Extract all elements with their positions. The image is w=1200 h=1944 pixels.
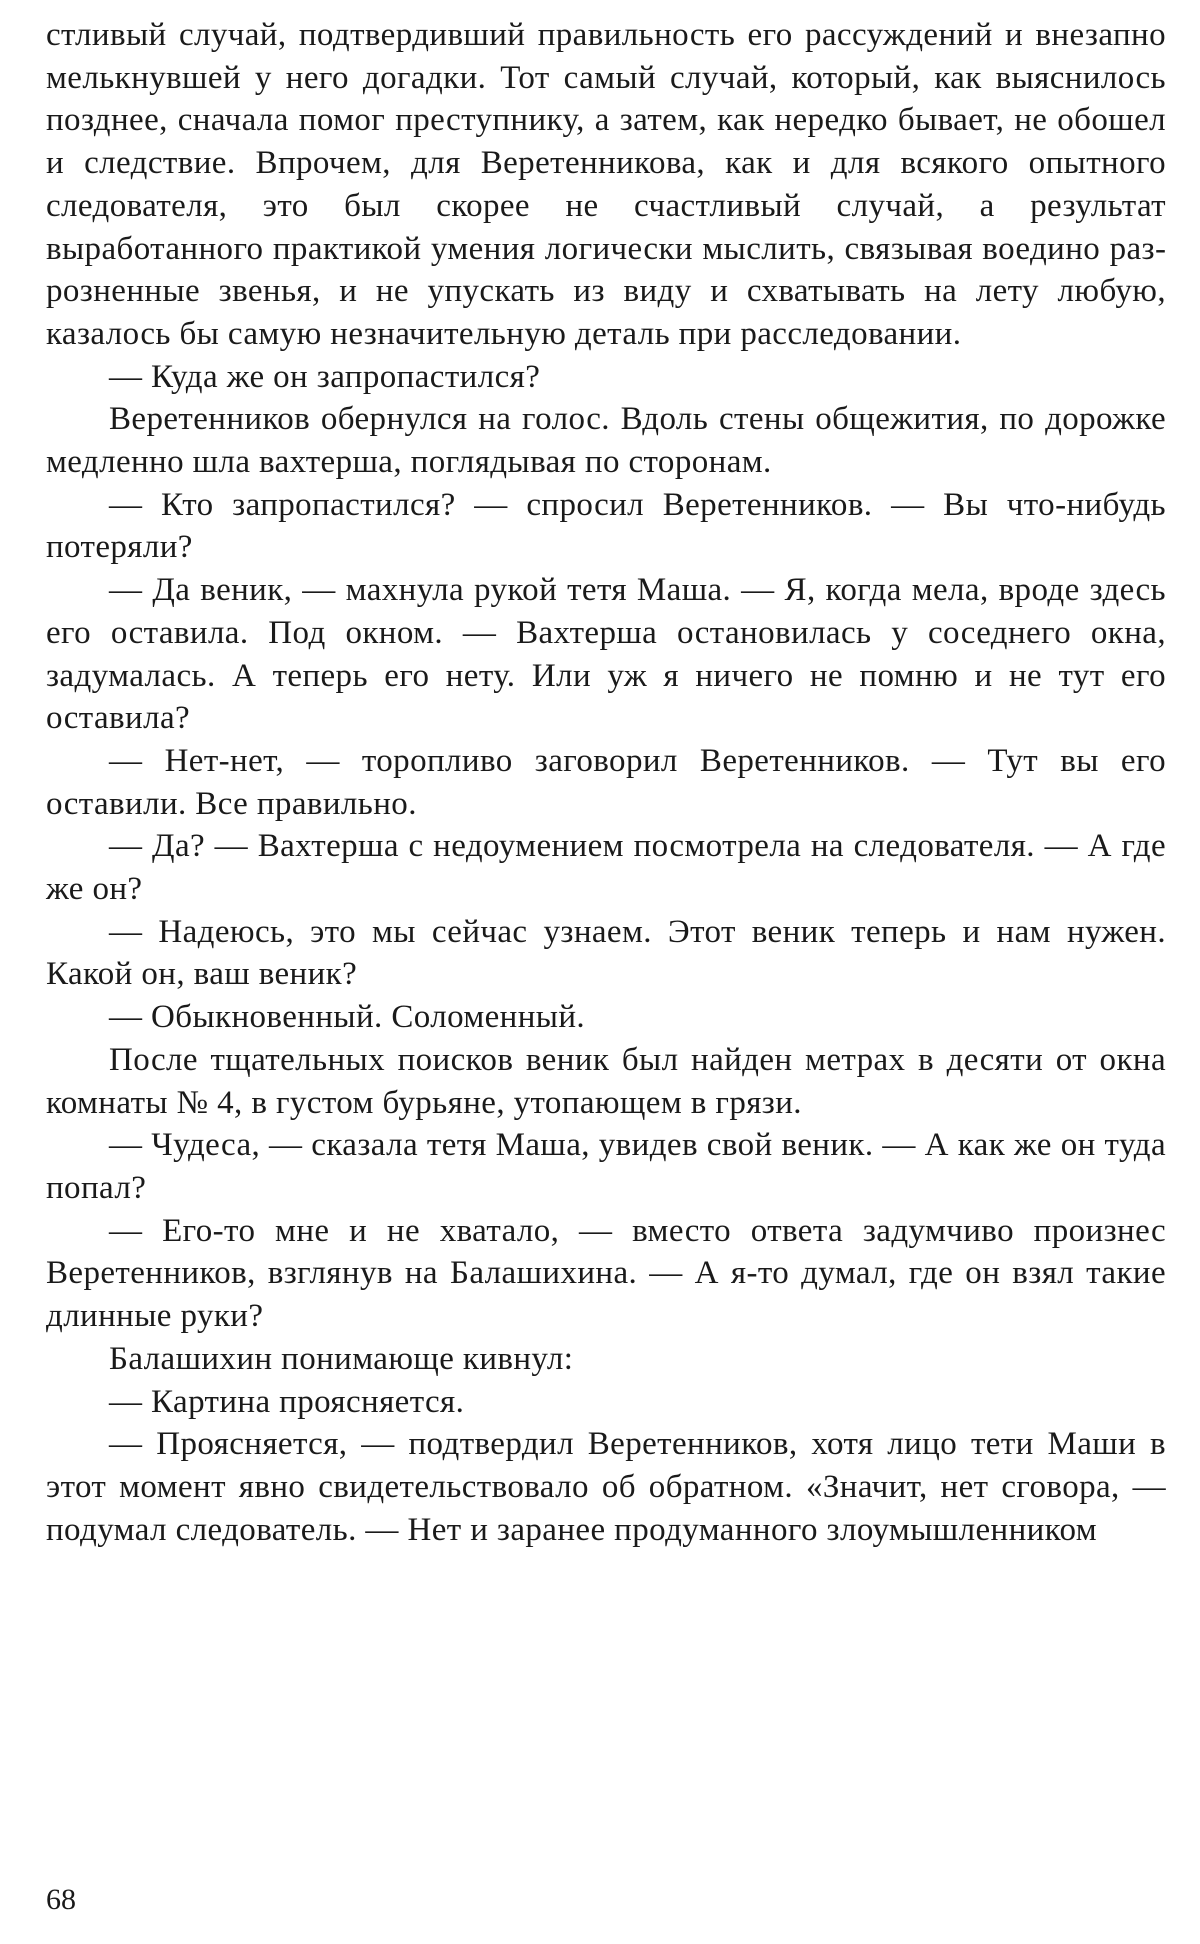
book-page-text xyxy=(46,14,1166,1551)
paragraph-continuation: стливый случай, подтвердивший правильность его рассуждений и внезапно мелькнувшей у него догадки. Тот самый случай, который, как выяснилось позднее, сначала помог преступнику, а затем, как нередко бывает, не обошел и следствие. Впрочем, для Веретенникова, как и для всякого опытного следователя, это был скорее не счастливый случай, а результат выработанного практикой умения логически мыслить, связывая воедино разрозненные звенья, и не упускать из виду и схватывать на лету любую, казалось бы самую незначительную деталь при расследовании. xyxy=(46,17,1166,352)
page-number: 68 xyxy=(46,1883,76,1916)
paragraph-dialogue: — Нет-нет, — торопливо заговорил Веретенников. — Тут вы его оставили. Все правильно. xyxy=(46,742,1166,822)
paragraph-dialogue: — Чудеса, — сказала тетя Маша, увидев свой веник. — А как же он туда попал? xyxy=(46,1127,1166,1206)
paragraph-dialogue: — Его-то мне и не хватало, — вместо ответа задумчиво произнес Веретенников, взглянув на Балашихина. — А я-то думал, где он взял такие длинные руки? xyxy=(46,1212,1166,1335)
paragraph-dialogue: — Куда же он запропастился? xyxy=(109,358,541,395)
paragraph-narration: Веретенников обернулся на голос. Вдоль стены общежития, по дорожке медленно шла вахтерша, поглядывая по сторонам. xyxy=(46,401,1166,481)
paragraph-dialogue: — Кто запропастился? — спросил Веретенников. — Вы что-нибудь потеряли? xyxy=(46,486,1166,566)
paragraph-dialogue: — Да веник, — махнула рукой тетя Маша. — Я, когда мела, вроде здесь его оставила. Под окном. — Вахтерша остановилась у соседнего окна, задумалась. А теперь его нету. Или уж я ничего не помню и не тут его оставила? xyxy=(46,572,1166,737)
paragraph-narration: После тщательных поисков веник был найден метрах в десяти от окна комнаты № 4, в густом бурьяне, утопающем в грязи. xyxy=(46,1041,1166,1121)
paragraph-dialogue: — Обыкновенный. Соломенный. xyxy=(109,999,586,1036)
paragraph-dialogue: — Да? — Вахтерша с недоумением посмотрела на следователя. — А где же он? xyxy=(46,828,1166,908)
paragraph-dialogue: — Картина проясняется. xyxy=(109,1383,465,1420)
paragraph-dialogue: — Надеюсь, это мы сейчас узнаем. Этот веник теперь и нам нужен. Какой он, ваш веник? xyxy=(46,913,1166,993)
paragraph-dialogue: — Проясняется, — подтвердил Веретенников, хотя лицо тети Маши в этот момент явно свидетельствовало об обратном. «Значит, нет сговора, — подумал следователь. — Нет и заранее продуманного злоумышленником xyxy=(46,1426,1166,1548)
paragraph-narration: Балашихин понимающе кивнул: xyxy=(109,1340,574,1377)
